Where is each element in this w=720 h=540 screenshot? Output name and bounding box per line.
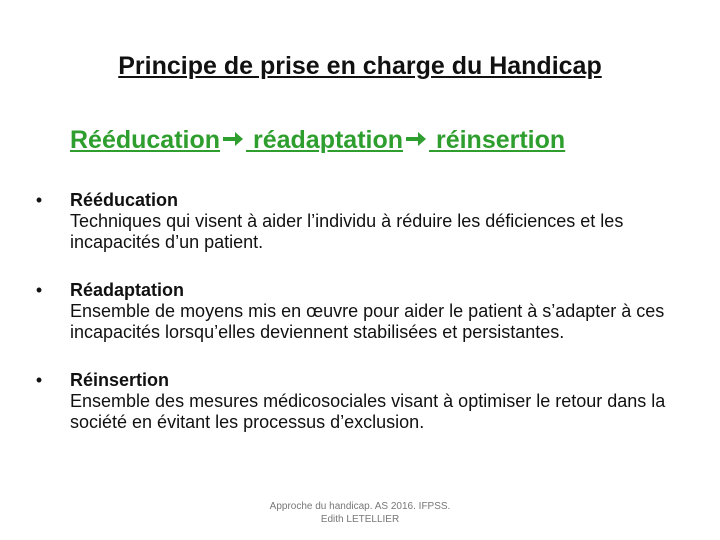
bullet-text: Ensemble des mesures médicosociales visant à optimiser le retour dans la société en évitant les processus d’exclusion. — [70, 391, 666, 432]
subtitle-reeducation: Rééducation — [70, 126, 221, 154]
subtitle-sequence — [70, 126, 565, 155]
footer-line-1: Approche du handicap. AS 2016. IFPSS. — [269, 501, 451, 512]
bullet-heading: Réinsertion — [70, 370, 170, 390]
bullet-list — [30, 190, 680, 433]
footer-line-2: Edith LETELLIER — [320, 514, 400, 525]
bullet-item-reinsertion — [30, 370, 680, 433]
bullet-item-readaptation — [30, 280, 680, 343]
bullet-text: Techniques qui visent à aider l’individu à réduire les déficiences et les incapacités d’un patient. — [70, 211, 624, 252]
bullet-text: Ensemble de moyens mis en œuvre pour aider le patient à s’adapter à ces incapacités lorsqu’elles deviennent stabilisées et persistantes. — [70, 301, 665, 342]
arrow-right-icon — [222, 126, 244, 155]
bullet-dot-icon: • — [35, 190, 43, 210]
bullet-heading: Réadaptation — [70, 280, 185, 300]
arrow-right-icon — [405, 126, 427, 155]
bullet-heading: Rééducation — [70, 190, 179, 210]
subtitle-reinsertion: réinsertion — [435, 126, 566, 154]
subtitle-readaptation: réadaptation — [252, 126, 404, 154]
slide-footer — [0, 500, 720, 526]
bullet-dot-icon: • — [35, 370, 43, 390]
bullet-dot-icon: • — [35, 280, 43, 300]
bullet-item-reeducation — [30, 190, 680, 253]
slide-title: Principe de prise en charge du Handicap — [118, 52, 602, 80]
